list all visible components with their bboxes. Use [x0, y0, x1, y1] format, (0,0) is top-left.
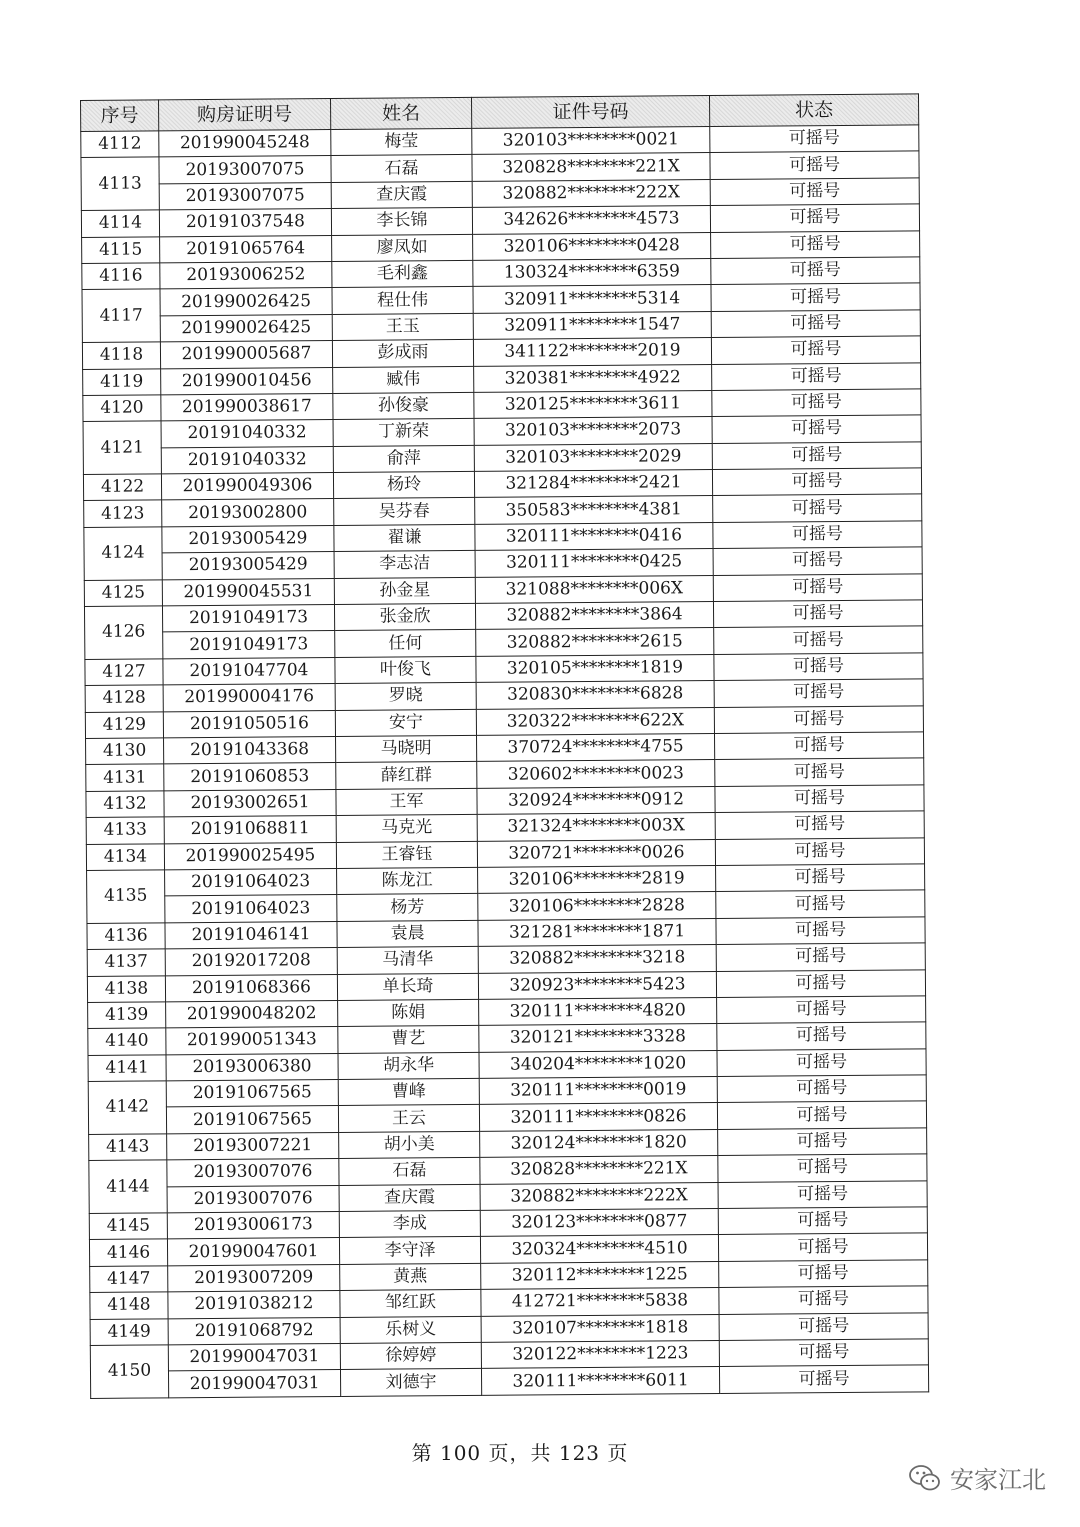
cert-number-cell: 20191067565	[166, 1106, 338, 1134]
id-number-cell: 341122********2019	[473, 338, 711, 366]
name-cell: 黄燕	[340, 1263, 481, 1290]
name-cell: 薛红群	[336, 762, 477, 789]
status-cell: 可摇号	[715, 811, 924, 839]
name-cell: 乐树义	[340, 1316, 481, 1343]
name-cell: 查庆霞	[331, 181, 472, 208]
status-cell: 可摇号	[716, 917, 925, 945]
table-row	[90, 1365, 928, 1398]
name-cell: 查庆霞	[339, 1184, 480, 1211]
name-cell: 单长琦	[337, 973, 478, 1000]
cert-number-cell: 201990047601	[167, 1238, 339, 1266]
cert-number-cell: 20191065764	[160, 235, 332, 263]
id-number-cell: 320923********5423	[478, 971, 716, 999]
table-body	[81, 125, 929, 1398]
seq-cell: 4148	[90, 1292, 168, 1319]
status-cell: 可摇号	[711, 257, 920, 285]
seq-cell: 4128	[85, 685, 163, 712]
seq-cell: 4112	[81, 131, 159, 158]
status-cell: 可摇号	[710, 204, 919, 232]
seq-cell: 4136	[87, 923, 165, 950]
cert-number-cell: 201990049306	[161, 473, 333, 501]
cert-number-cell: 201990026425	[160, 314, 332, 342]
id-number-cell: 320106********0428	[473, 232, 711, 260]
seq-cell: 4144	[89, 1160, 167, 1213]
seq-cell: 4147	[90, 1266, 168, 1293]
seq-cell: 4131	[86, 764, 164, 791]
id-number-cell: 370724********4755	[477, 734, 715, 762]
name-cell: 程仕伟	[332, 287, 473, 314]
seq-cell: 4137	[87, 949, 165, 976]
status-cell: 可摇号	[717, 996, 926, 1024]
cert-number-cell: 20191049173	[163, 631, 335, 659]
id-number-cell: 412721********5838	[481, 1288, 719, 1316]
name-cell: 罗晓	[335, 683, 476, 710]
name-cell: 翟谦	[334, 524, 475, 551]
name-cell: 马清华	[337, 947, 478, 974]
name-cell: 胡永华	[338, 1052, 479, 1079]
name-cell: 石磊	[331, 155, 472, 182]
status-cell: 可摇号	[714, 653, 923, 681]
id-number-cell: 320828********221X	[472, 153, 710, 181]
seq-cell: 4129	[85, 711, 163, 738]
status-cell: 可摇号	[713, 494, 922, 522]
name-cell: 梅莹	[331, 128, 472, 155]
cert-number-cell: 201990025495	[164, 842, 336, 870]
status-cell: 可摇号	[718, 1128, 927, 1156]
id-number-cell: 320111********0826	[479, 1103, 717, 1131]
id-number-cell: 320105********1819	[476, 654, 714, 682]
name-cell: 徐婷婷	[340, 1342, 481, 1369]
status-cell: 可摇号	[714, 732, 923, 760]
status-cell: 可摇号	[719, 1260, 928, 1288]
id-number-cell: 320125********3611	[474, 390, 712, 418]
cert-number-cell: 201990045531	[162, 578, 334, 606]
status-cell: 可摇号	[711, 230, 920, 258]
id-number-cell: 320121********3328	[479, 1024, 717, 1052]
status-cell: 可摇号	[718, 1233, 927, 1261]
wechat-icon	[908, 1463, 942, 1493]
seq-cell: 4140	[88, 1028, 166, 1055]
name-cell: 李长锦	[331, 208, 472, 235]
cert-number-cell: 20191068366	[165, 974, 337, 1002]
name-cell: 邹红跃	[340, 1290, 481, 1317]
id-number-cell: 320111********0425	[475, 549, 713, 577]
status-cell: 可摇号	[713, 521, 922, 549]
id-number-cell: 320324********4510	[480, 1235, 718, 1263]
name-cell: 任何	[335, 630, 476, 657]
name-cell: 俞萍	[333, 445, 474, 472]
id-number-cell: 320106********2819	[478, 865, 716, 893]
lottery-table	[80, 93, 929, 1398]
name-cell: 马晓明	[336, 735, 477, 762]
status-cell: 可摇号	[716, 890, 925, 918]
name-cell: 叶俊飞	[335, 656, 476, 683]
name-cell: 王军	[336, 788, 477, 815]
id-number-cell: 320882********2615	[476, 628, 714, 656]
status-cell: 可摇号	[712, 442, 921, 470]
seq-cell: 4126	[84, 606, 162, 659]
id-number-cell: 321281********1871	[478, 918, 716, 946]
cert-number-cell: 201990026425	[160, 288, 332, 316]
id-number-cell: 350583********4381	[475, 496, 713, 524]
status-cell: 可摇号	[713, 600, 922, 628]
watermark-text: 安家江北	[950, 1466, 1046, 1494]
status-cell: 可摇号	[717, 1049, 926, 1077]
status-cell: 可摇号	[716, 943, 925, 971]
cert-number-cell: 20193005429	[162, 552, 334, 580]
id-number-cell: 320103********0021	[472, 127, 710, 155]
id-number-cell: 320882********3218	[478, 945, 716, 973]
status-cell: 可摇号	[715, 758, 924, 786]
status-cell: 可摇号	[710, 151, 919, 179]
id-number-cell: 320830********6828	[476, 681, 714, 709]
seq-cell: 4149	[90, 1318, 168, 1345]
name-cell: 陈龙江	[337, 867, 478, 894]
status-cell: 可摇号	[719, 1286, 928, 1314]
cert-number-cell: 201990004176	[163, 684, 335, 712]
header-cert-number: 购房证明号	[159, 99, 331, 131]
status-cell: 可摇号	[714, 705, 923, 733]
seq-cell: 4150	[90, 1345, 168, 1398]
id-number-cell: 320882********3864	[475, 602, 713, 630]
seq-cell: 4121	[83, 421, 161, 474]
status-cell: 可摇号	[716, 864, 925, 892]
name-cell: 杨玲	[333, 471, 474, 498]
id-number-cell: 320721********0026	[477, 839, 715, 867]
id-number-cell: 321324********003X	[477, 813, 715, 841]
status-cell: 可摇号	[718, 1154, 927, 1182]
status-cell: 可摇号	[713, 547, 922, 575]
status-cell: 可摇号	[718, 1207, 927, 1235]
status-cell: 可摇号	[717, 1075, 926, 1103]
cert-number-cell: 20191040332	[161, 420, 333, 448]
id-number-cell: 342626********4573	[472, 206, 710, 234]
seq-cell: 4139	[88, 1002, 166, 1029]
seq-cell: 4145	[89, 1213, 167, 1240]
name-cell: 孙金星	[334, 577, 475, 604]
name-cell: 马克光	[336, 815, 477, 842]
name-cell: 安宁	[335, 709, 476, 736]
id-number-cell: 320602********0023	[477, 760, 715, 788]
name-cell: 曹艺	[338, 1026, 479, 1053]
watermark	[908, 1460, 1046, 1495]
seq-cell: 4113	[81, 157, 159, 210]
cert-number-cell: 20191040332	[161, 446, 333, 474]
id-number-cell: 320111********4820	[479, 997, 717, 1025]
status-cell: 可摇号	[715, 785, 924, 813]
seq-cell: 4133	[86, 817, 164, 844]
id-number-cell: 320911********1547	[473, 311, 711, 339]
cert-number-cell: 201990048202	[166, 1000, 338, 1028]
cert-number-cell: 20191037548	[159, 209, 331, 237]
cert-number-cell: 20193002800	[162, 499, 334, 527]
id-number-cell: 320107********1818	[481, 1314, 719, 1342]
cert-number-cell: 201990047031	[168, 1370, 340, 1398]
seq-cell: 4114	[81, 210, 159, 237]
seq-cell: 4142	[88, 1081, 166, 1134]
name-cell: 杨芳	[337, 894, 478, 921]
name-cell: 袁晨	[337, 920, 478, 947]
cert-number-cell: 20191068811	[164, 816, 336, 844]
name-cell: 李成	[339, 1210, 480, 1237]
cert-number-cell: 20193007076	[167, 1159, 339, 1187]
status-cell: 可摇号	[713, 574, 922, 602]
name-cell: 石磊	[339, 1158, 480, 1185]
cert-number-cell: 20191050516	[163, 710, 335, 738]
name-cell: 臧伟	[333, 366, 474, 393]
status-cell: 可摇号	[717, 1022, 926, 1050]
id-number-cell: 321088********006X	[475, 575, 713, 603]
cert-number-cell: 201990051343	[166, 1027, 338, 1055]
cert-number-cell: 20191046141	[165, 921, 337, 949]
cert-number-cell: 20193007075	[159, 156, 331, 184]
id-number-cell: 320322********622X	[476, 707, 714, 735]
id-number-cell: 320103********2029	[474, 443, 712, 471]
id-number-cell: 320911********5314	[473, 285, 711, 313]
status-cell: 可摇号	[712, 468, 921, 496]
status-cell: 可摇号	[712, 362, 921, 390]
header-status: 状态	[709, 94, 918, 127]
seq-cell: 4141	[88, 1055, 166, 1082]
status-cell: 可摇号	[711, 336, 920, 364]
cert-number-cell: 20193006380	[166, 1053, 338, 1081]
name-cell: 王云	[338, 1105, 479, 1132]
cert-number-cell: 201990010456	[161, 367, 333, 395]
cert-number-cell: 20193007075	[159, 182, 331, 210]
id-number-cell: 130324********6359	[473, 259, 711, 287]
seq-cell: 4130	[86, 738, 164, 765]
id-number-cell: 320828********221X	[480, 1156, 718, 1184]
seq-cell: 4132	[86, 791, 164, 818]
cert-number-cell: 20191064023	[165, 895, 337, 923]
cert-number-cell: 20191043368	[164, 736, 336, 764]
status-cell: 可摇号	[719, 1365, 928, 1393]
id-number-cell: 320123********0877	[480, 1209, 718, 1237]
seq-cell: 4116	[82, 263, 160, 290]
seq-cell: 4118	[82, 342, 160, 369]
seq-cell: 4138	[87, 975, 165, 1002]
seq-cell: 4115	[82, 236, 160, 263]
document-sheet	[80, 93, 928, 1398]
cert-number-cell: 20191049173	[162, 605, 334, 633]
status-cell: 可摇号	[710, 178, 919, 206]
cert-number-cell: 20191067565	[166, 1080, 338, 1108]
name-cell: 廖凤如	[332, 234, 473, 261]
id-number-cell: 320111********0416	[475, 522, 713, 550]
cert-number-cell: 20191038212	[168, 1291, 340, 1319]
status-cell: 可摇号	[710, 125, 919, 153]
id-number-cell: 340204********1020	[479, 1050, 717, 1078]
name-cell: 刘德宇	[340, 1369, 481, 1396]
cert-number-cell: 20193007221	[167, 1132, 339, 1160]
id-number-cell: 321284********2421	[474, 470, 712, 498]
status-cell: 可摇号	[714, 679, 923, 707]
name-cell: 孙俊豪	[333, 392, 474, 419]
id-number-cell: 320882********222X	[480, 1182, 718, 1210]
cert-number-cell: 20193005429	[162, 525, 334, 553]
name-cell: 李守泽	[339, 1237, 480, 1264]
cert-number-cell: 20191064023	[165, 868, 337, 896]
name-cell: 毛利鑫	[332, 260, 473, 287]
status-cell: 可摇号	[712, 389, 921, 417]
cert-number-cell: 20191047704	[163, 657, 335, 685]
name-cell: 王睿钰	[336, 841, 477, 868]
seq-cell: 4134	[86, 843, 164, 870]
name-cell: 吴芬春	[334, 498, 475, 525]
cert-number-cell: 20192017208	[165, 948, 337, 976]
status-cell: 可摇号	[714, 626, 923, 654]
id-number-cell: 320924********0912	[477, 786, 715, 814]
status-cell: 可摇号	[712, 415, 921, 443]
seq-cell: 4123	[84, 500, 162, 527]
seq-cell: 4122	[83, 474, 161, 501]
cert-number-cell: 201990005687	[160, 341, 332, 369]
id-number-cell: 320111********0019	[479, 1077, 717, 1105]
page-number: 第 100 页，共 123 页	[411, 1441, 629, 1465]
seq-cell: 4119	[83, 368, 161, 395]
name-cell: 李志洁	[334, 551, 475, 578]
cert-number-cell: 20193006252	[160, 261, 332, 289]
status-cell: 可摇号	[719, 1312, 928, 1340]
id-number-cell: 320111********6011	[481, 1367, 719, 1395]
header-seq: 序号	[81, 100, 159, 132]
name-cell: 彭成雨	[332, 340, 473, 367]
name-cell: 丁新荣	[333, 419, 474, 446]
status-cell: 可摇号	[711, 310, 920, 338]
cert-number-cell: 20193007076	[167, 1185, 339, 1213]
name-cell: 陈娟	[338, 999, 479, 1026]
name-cell: 张金欣	[334, 603, 475, 630]
seq-cell: 4120	[83, 395, 161, 422]
seq-cell: 4143	[89, 1134, 167, 1161]
seq-cell: 4135	[87, 870, 165, 923]
seq-cell: 4146	[89, 1239, 167, 1266]
status-cell: 可摇号	[719, 1339, 928, 1367]
seq-cell: 4124	[84, 527, 162, 580]
cert-number-cell: 201990045248	[159, 130, 331, 158]
id-number-cell: 320381********4922	[474, 364, 712, 392]
status-cell: 可摇号	[711, 283, 920, 311]
cert-number-cell: 201990047031	[168, 1343, 340, 1371]
seq-cell: 4127	[85, 659, 163, 686]
header-id-number: 证件号码	[471, 96, 709, 129]
cert-number-cell: 20193007209	[168, 1264, 340, 1292]
cert-number-cell: 201990038617	[161, 393, 333, 421]
cert-number-cell: 20191068792	[168, 1317, 340, 1345]
name-cell: 曹峰	[338, 1078, 479, 1105]
cert-number-cell: 20193002651	[164, 789, 336, 817]
id-number-cell: 320112********1225	[481, 1261, 719, 1289]
id-number-cell: 320122********1223	[481, 1340, 719, 1368]
name-cell: 胡小美	[339, 1131, 480, 1158]
seq-cell: 4117	[82, 289, 160, 342]
id-number-cell: 320882********222X	[472, 179, 710, 207]
cert-number-cell: 20191060853	[164, 763, 336, 791]
seq-cell: 4125	[84, 580, 162, 607]
status-cell: 可摇号	[715, 837, 924, 865]
status-cell: 可摇号	[717, 1101, 926, 1129]
status-cell: 可摇号	[716, 969, 925, 997]
name-cell: 王玉	[332, 313, 473, 340]
header-name: 姓名	[330, 97, 471, 129]
id-number-cell: 320124********1820	[480, 1129, 718, 1157]
id-number-cell: 320103********2073	[474, 417, 712, 445]
status-cell: 可摇号	[718, 1181, 927, 1209]
id-number-cell: 320106********2828	[478, 892, 716, 920]
cert-number-cell: 20193006173	[167, 1212, 339, 1240]
